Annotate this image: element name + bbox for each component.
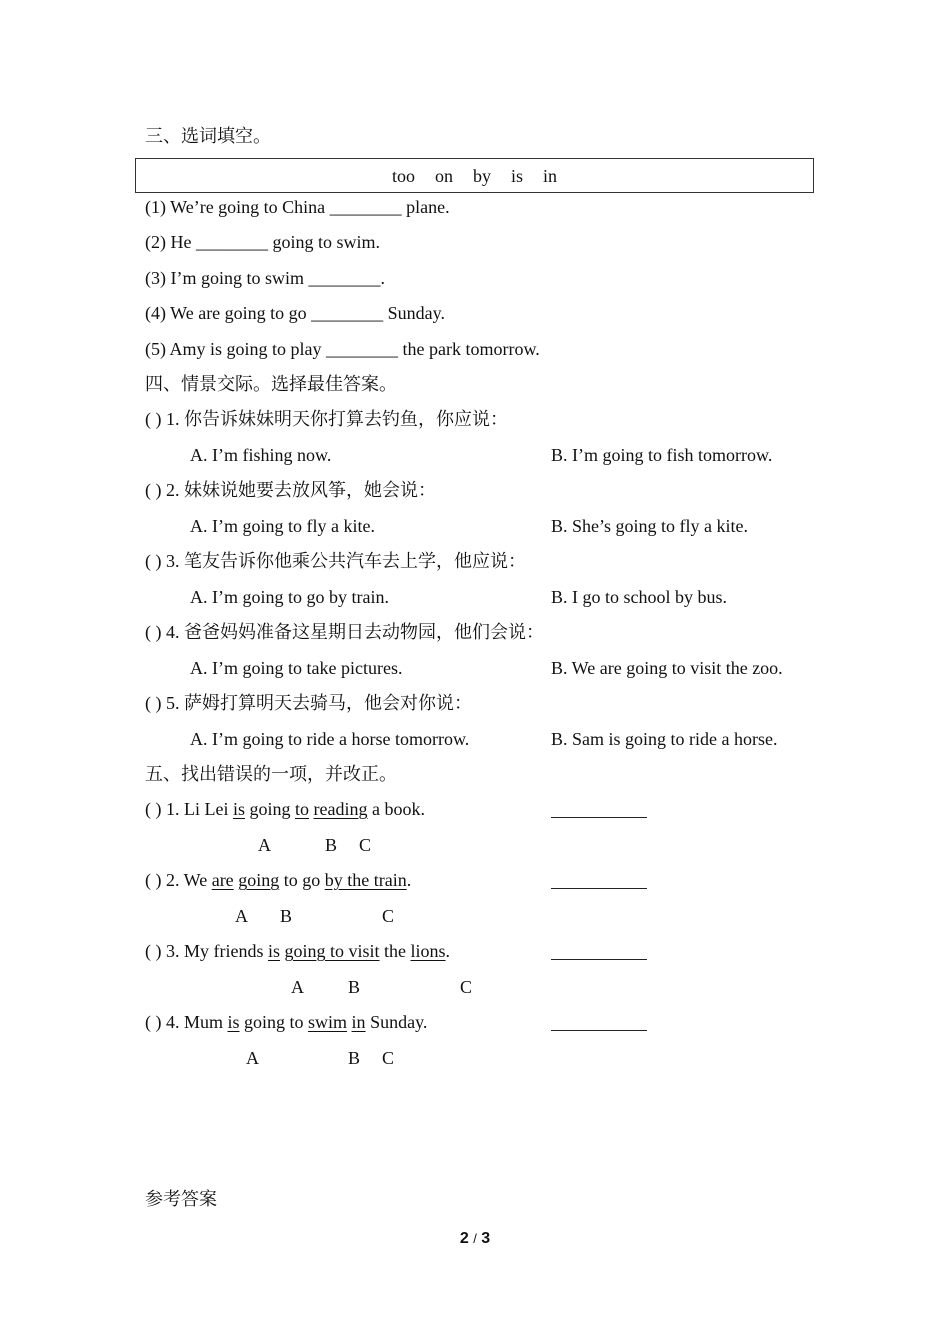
sentence-text: . — [445, 941, 451, 961]
word-bank-box — [135, 158, 814, 193]
option-a: A. I’m going to fly a kite. — [190, 516, 375, 536]
option-letter-b: B — [348, 977, 361, 997]
page-total: 3 — [481, 1230, 491, 1247]
sentence-text: going — [245, 799, 296, 819]
option-b: B. I’m going to fish tomorrow. — [551, 445, 773, 465]
underlined-option-b: to — [295, 799, 310, 819]
underlined-option-b: going to visit — [284, 941, 380, 961]
option-b: B. Sam is going to ride a horse. — [551, 729, 778, 749]
fill-blank-item: (4) We are going to go ________ Sunday. — [145, 303, 446, 323]
option-letter-c: C — [359, 835, 372, 855]
option-letter-c: C — [382, 906, 395, 926]
fill-blank-item: (5) Amy is going to play ________ the park tomorrow. — [145, 339, 540, 359]
option-letter-b: B — [348, 1048, 361, 1068]
underlined-option-b: swim — [308, 1012, 348, 1032]
option-letter-c: C — [460, 977, 473, 997]
option-a: A. I’m fishing now. — [190, 445, 332, 465]
fill-blank-item: (3) I’m going to swim ________. — [145, 268, 385, 288]
sentence-text: a book. — [367, 799, 426, 819]
underlined-option-c: lions — [410, 941, 446, 961]
question-prompt: ( ) 1. 你告诉妹妹明天你打算去钓鱼，你应说： — [145, 409, 508, 429]
underlined-option-a: is — [232, 799, 245, 819]
sentence-text: ( ) 3. My friends — [145, 941, 268, 961]
sentence-text: going to — [239, 1012, 309, 1032]
option-a: A. I’m going to take pictures. — [190, 658, 403, 678]
underlined-option-c: in — [351, 1012, 366, 1032]
page-current: 2 — [459, 1230, 469, 1247]
word-bank-word: is — [510, 166, 523, 186]
question-prompt: ( ) 3. 笔友告诉你他乘公共汽车去上学，他应说： — [145, 551, 526, 571]
section3-heading: 三、选词填空。 — [145, 126, 271, 146]
word-bank-word: by — [472, 166, 491, 186]
answer-blank[interactable] — [551, 1030, 647, 1031]
answer-blank[interactable] — [551, 888, 647, 889]
option-letter-a: A — [235, 906, 248, 926]
option-b: B. I go to school by bus. — [551, 587, 728, 607]
section4-heading: 四、情景交际。选择最佳答案。 — [145, 374, 397, 394]
sentence-text: the — [379, 941, 411, 961]
page-number — [0, 1230, 950, 1248]
option-letter-a: A — [246, 1048, 259, 1068]
underlined-option-a: are — [211, 870, 234, 890]
sentence-text: Sunday. — [365, 1012, 428, 1032]
answers-heading: 参考答案 — [145, 1189, 217, 1209]
word-bank — [136, 165, 813, 187]
fill-blank-item: (2) He ________ going to swim. — [145, 232, 380, 252]
answer-blank[interactable] — [551, 959, 647, 960]
option-b: B. We are going to visit the zoo. — [551, 658, 783, 678]
underlined-option-a: is — [267, 941, 280, 961]
fill-blank-item: (1) We’re going to China ________ plane. — [145, 197, 450, 217]
question-prompt: ( ) 4. 爸爸妈妈准备这星期日去动物园，他们会说： — [145, 622, 544, 642]
question-prompt: ( ) 2. 妹妹说她要去放风筝，她会说： — [145, 480, 436, 500]
answer-blank[interactable] — [551, 817, 647, 818]
word-bank-word: in — [543, 166, 558, 186]
option-letter-a: A — [258, 835, 271, 855]
error-sentence — [145, 940, 450, 962]
sentence-text: ( ) 4. Mum — [145, 1012, 228, 1032]
option-b: B. She’s going to fly a kite. — [551, 516, 748, 536]
option-letter-a: A — [291, 977, 304, 997]
option-letter-b: B — [280, 906, 293, 926]
sentence-text: . — [406, 870, 412, 890]
option-letter-b: B — [325, 835, 338, 855]
sentence-text: ( ) 2. We — [145, 870, 212, 890]
error-sentence — [145, 798, 425, 820]
error-sentence — [145, 869, 411, 891]
section5-heading: 五、找出错误的一项，并改正。 — [145, 764, 397, 784]
word-bank-word: on — [434, 166, 453, 186]
question-prompt: ( ) 5. 萨姆打算明天去骑马，他会对你说： — [145, 693, 472, 713]
underlined-option-c: reading — [313, 799, 368, 819]
option-a: A. I’m going to go by train. — [190, 587, 389, 607]
option-a: A. I’m going to ride a horse tomorrow. — [190, 729, 470, 749]
word-bank-word: too — [391, 166, 415, 186]
option-letter-c: C — [382, 1048, 395, 1068]
underlined-option-a: is — [227, 1012, 240, 1032]
sentence-text: to go — [279, 870, 325, 890]
page-separator: / — [473, 1231, 477, 1246]
error-sentence — [145, 1011, 427, 1033]
sentence-text: ( ) 1. Li Lei — [145, 799, 233, 819]
underlined-option-c: by the train — [324, 870, 407, 890]
underlined-option-b: going — [238, 870, 280, 890]
